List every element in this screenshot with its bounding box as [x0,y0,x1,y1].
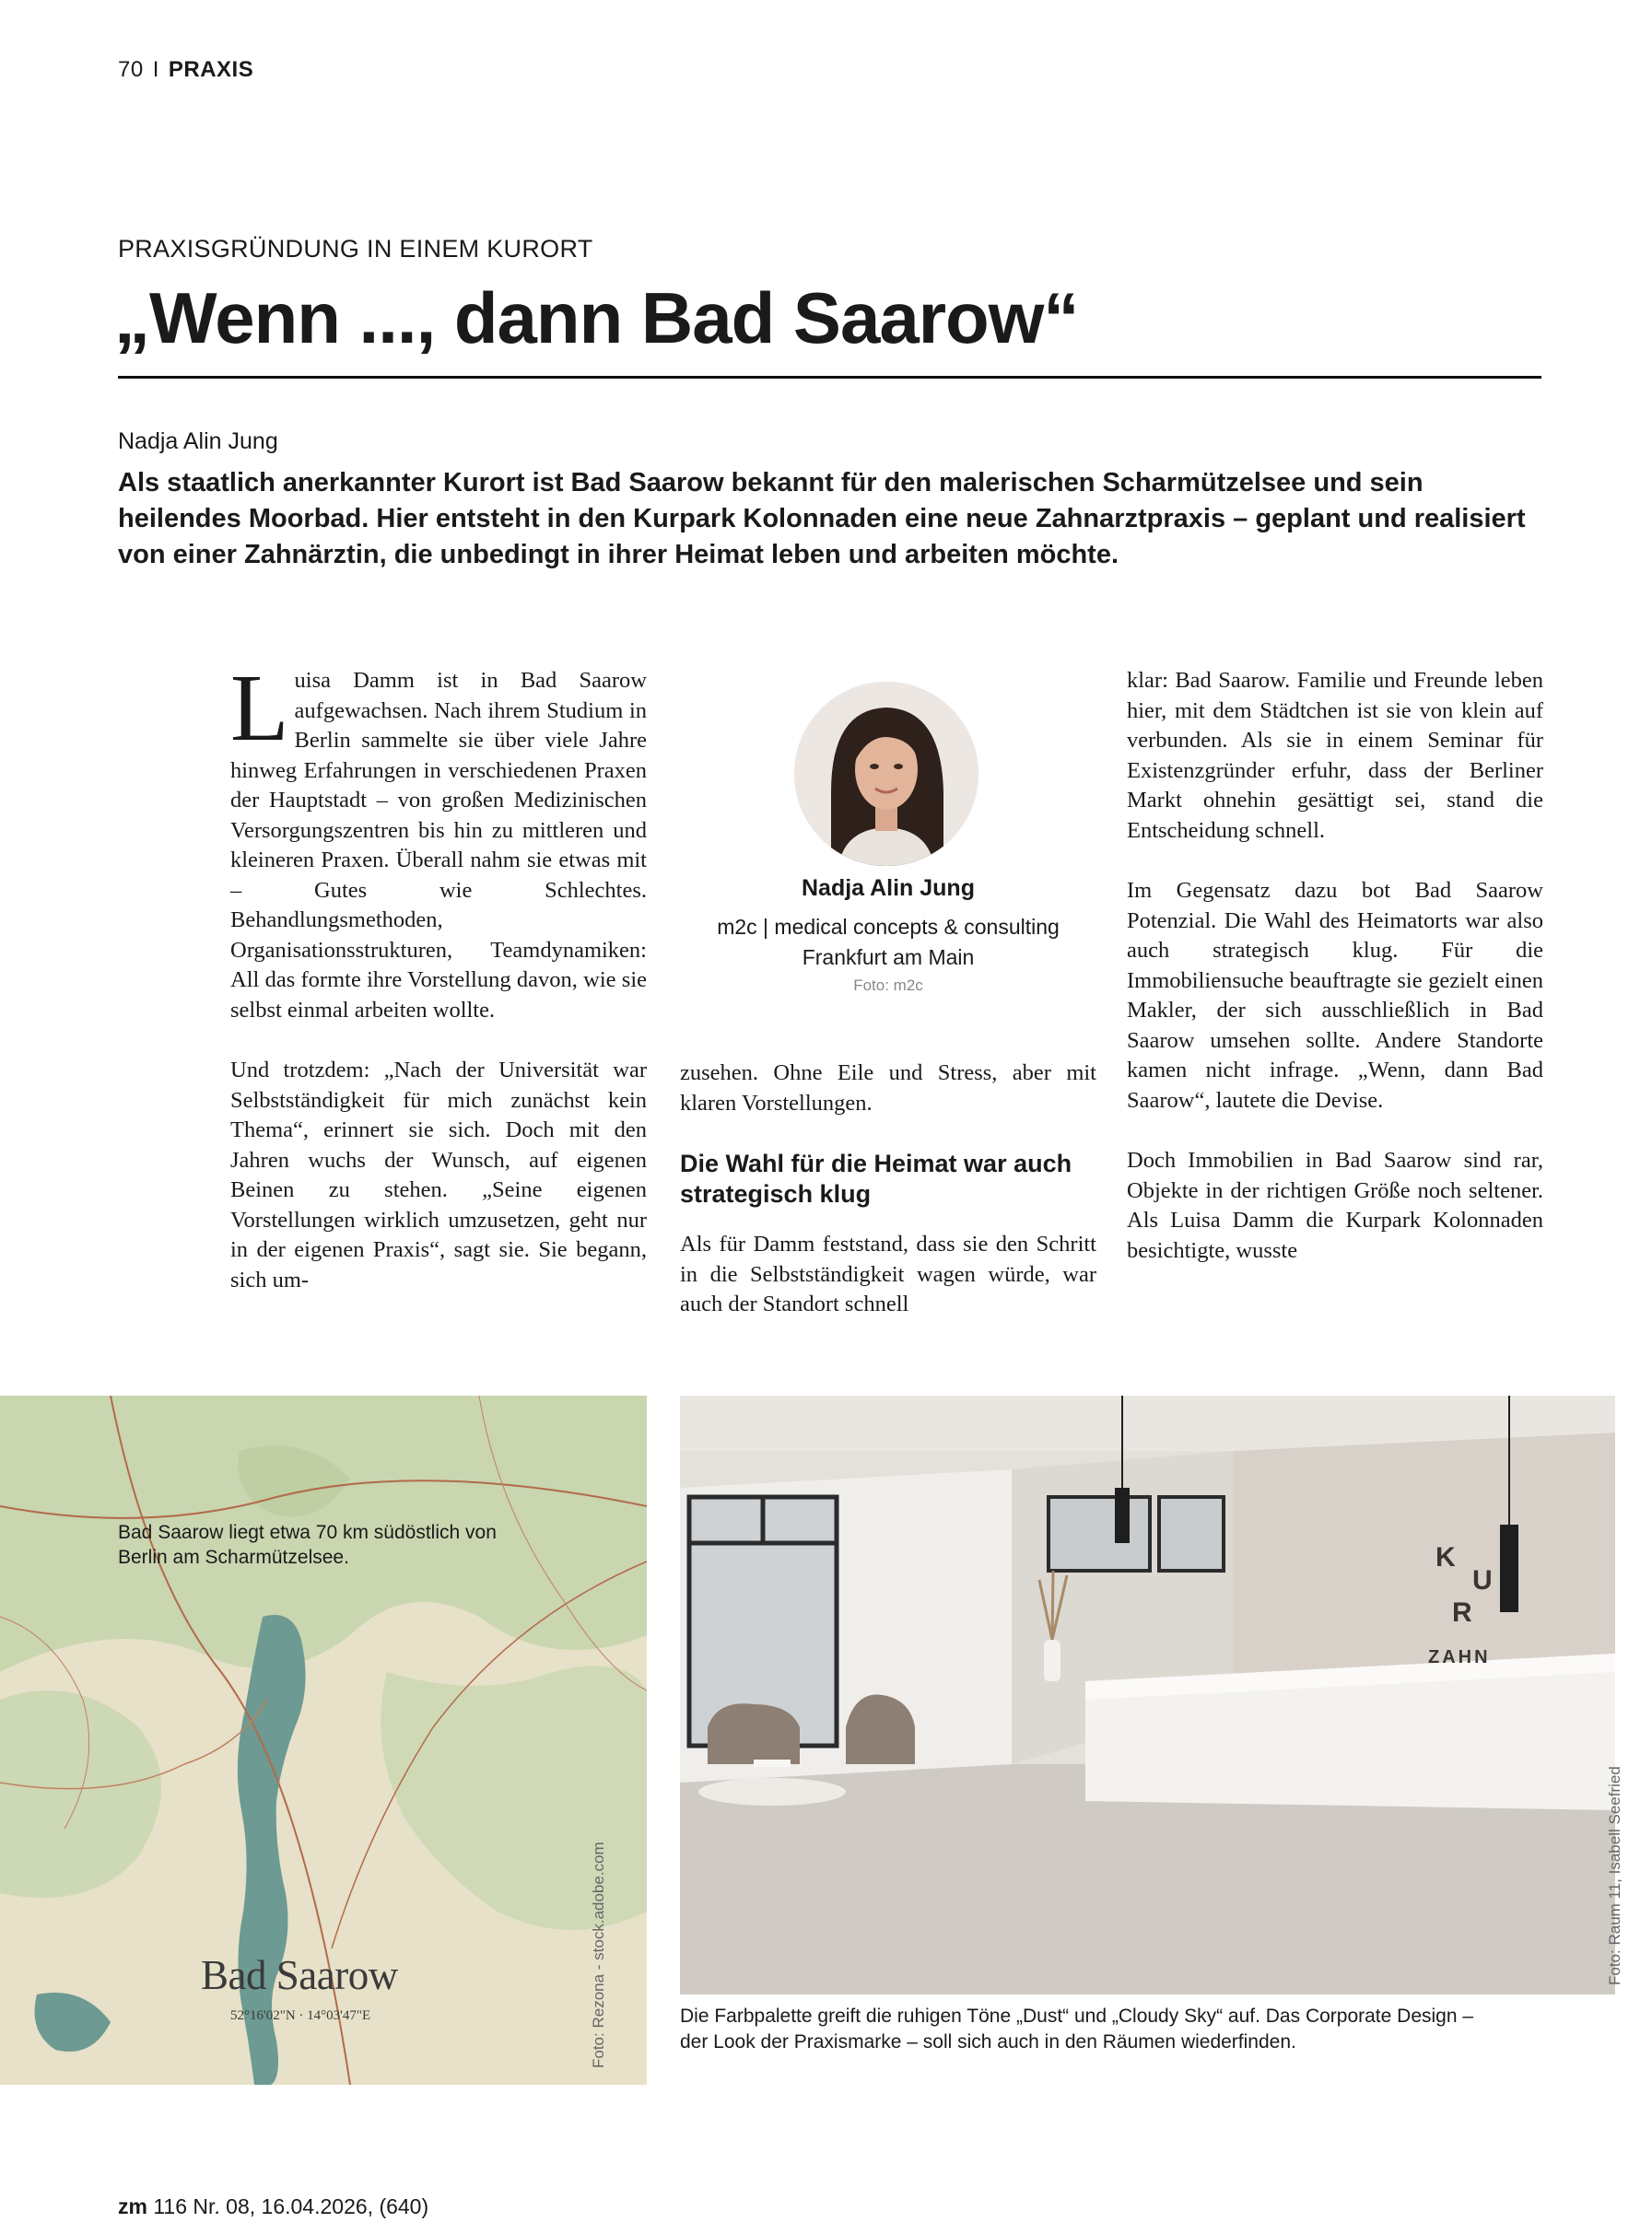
drop-cap: L [230,655,289,761]
footer-brand: zm [118,2194,147,2218]
map-coordinates: 52°16'02"N · 14°03'47"E [230,2008,371,2023]
page-footer [118,2194,428,2219]
article-title: „Wenn ..., dann Bad Saarow“ [114,277,1079,358]
photo-caption: Die Farbpalette greift die ruhigen Töne „Dust“ und „Cloudy Sky“ auf. Das Corporate Design – der Look der Praxismarke – soll sich auch in den Räumen wiederfinden. [680,2006,1474,2053]
section-name: PRAXIS [168,57,254,82]
wall-logo-letter: K [1435,1542,1456,1573]
header-separator: I [152,57,159,82]
footer-issue: 116 Nr. 08, 16.04.2026, (640) [153,2194,429,2218]
map-place-label: Bad Saarow [201,1952,398,1998]
body-paragraph: Im Gegensatz dazu bot Bad Saarow Potenzial. Die Wahl des Heimatorts war also auch strategisch klug. Für die Immobiliensuche beauftragte sie gezielt einen Makler, der sich ausschließlich in Bad Saarow umsehen sollte. Andere Standorte kamen nicht infrage. „Wenn, dann Bad Saarow“, lautete die Devise. [1127,878,1543,1113]
article-kicker: PRAXISGRÜNDUNG IN EINEM KURORT [118,235,593,263]
map-credit: Foto: Rezona - stock.adobe.com [590,1842,607,2068]
running-header [118,57,253,83]
article-author: Nadja Alin Jung [118,428,278,454]
wall-logo-word: ZAHN [1428,1647,1491,1667]
paragraph-text: uisa Damm ist in Bad Saarow aufgewachsen. Nach ihrem Studium in Berlin sammelte sie über viele Jahre hinweg Erfahrungen in verschiedenen Praxen der Hauptstadt – von großen Medizinischen Versorgungszentren bis hin zu mittleren und kleineren Praxen. Überall nahm sie etwas mit – Gutes wie Schlechtes. Behandlungsmethoden, Organisationsstrukturen, Teamdynamiken: All das formte ihre Vorstellung davon, wie sie selbst einmal arbeiten wollte. [230,668,647,1023]
title-rule [118,376,1541,379]
body-paragraph: Doch Immobilien in Bad Saarow sind rar, Objekte in der richtigen Größe noch seltener. Als Luisa Damm die Kurpark Kolonnaden besichtigte, wusste [1127,1148,1543,1263]
body-paragraph: Und trotzdem: „Nach der Universität war Selbstständigkeit für mich zunächst kein Thema“, erinnert sie sich. Doch mit den Jahren wuchs der Wunsch, auf eigenen Beinen zu stehen. „Seine eigenen Vorstellungen wirklich umzusetzen, geht nur in der eigenen Praxis“, sagt sie. Sie begann, sich um- [230,1058,647,1292]
wall-logo-letter: U [1472,1565,1493,1596]
photo-credit: Foto: Raum 11, Isabell Seefried [1606,1766,1623,1985]
wall-logo-letter: R [1452,1597,1472,1628]
author-box-affiliation [680,912,1096,973]
subheading: Die Wahl für die Heimat war auch strategisch klug [680,1150,1072,1208]
body-column-2 [680,1059,1096,1351]
page-number: 70 [118,57,144,82]
map-caption: Bad Saarow liegt etwa 70 km südöstlich von Berlin am Scharmützelsee. [118,1522,497,1568]
body-paragraph: zusehen. Ohne Eile und Stress, aber mit klaren Vorstellungen. [680,1060,1096,1116]
interior-photo [680,1396,1615,1994]
body-paragraph [230,655,647,1025]
body-column-1 [230,655,647,1326]
body-paragraph: Als für Damm feststand, dass sie den Schritt in die Selbstständigkeit wagen würde, war auch der Standort schnell [680,1232,1096,1316]
author-portrait [794,682,978,866]
portrait-credit: Foto: m2c [853,977,923,994]
affiliation-line: m2c | medical concepts & consulting [717,915,1060,939]
author-box-name: Nadja Alin Jung [802,875,975,901]
body-paragraph: klar: Bad Saarow. Familie und Freunde leben hier, mit dem Städtchen ist sie von klein auf verbunden. Als sie in einem Seminar für Existenzgründer erfuhr, dass der Berliner Markt ohnehin gesättigt sei, stand die Entscheidung schnell. [1127,668,1543,843]
body-column-3 [1127,666,1543,1296]
article-lead: Als staatlich anerkannter Kurort ist Bad Saarow bekannt für den malerischen Scharmützelsee und sein heilendes Moorbad. Hier entsteht in den Kurpark Kolonnaden eine neue Zahnarztpraxis – geplant und realisiert von einer Zahnärztin, die unbedingt in ihrer Heimat leben und arbeiten möchte. [118,468,1526,569]
affiliation-city: Frankfurt am Main [802,945,975,969]
